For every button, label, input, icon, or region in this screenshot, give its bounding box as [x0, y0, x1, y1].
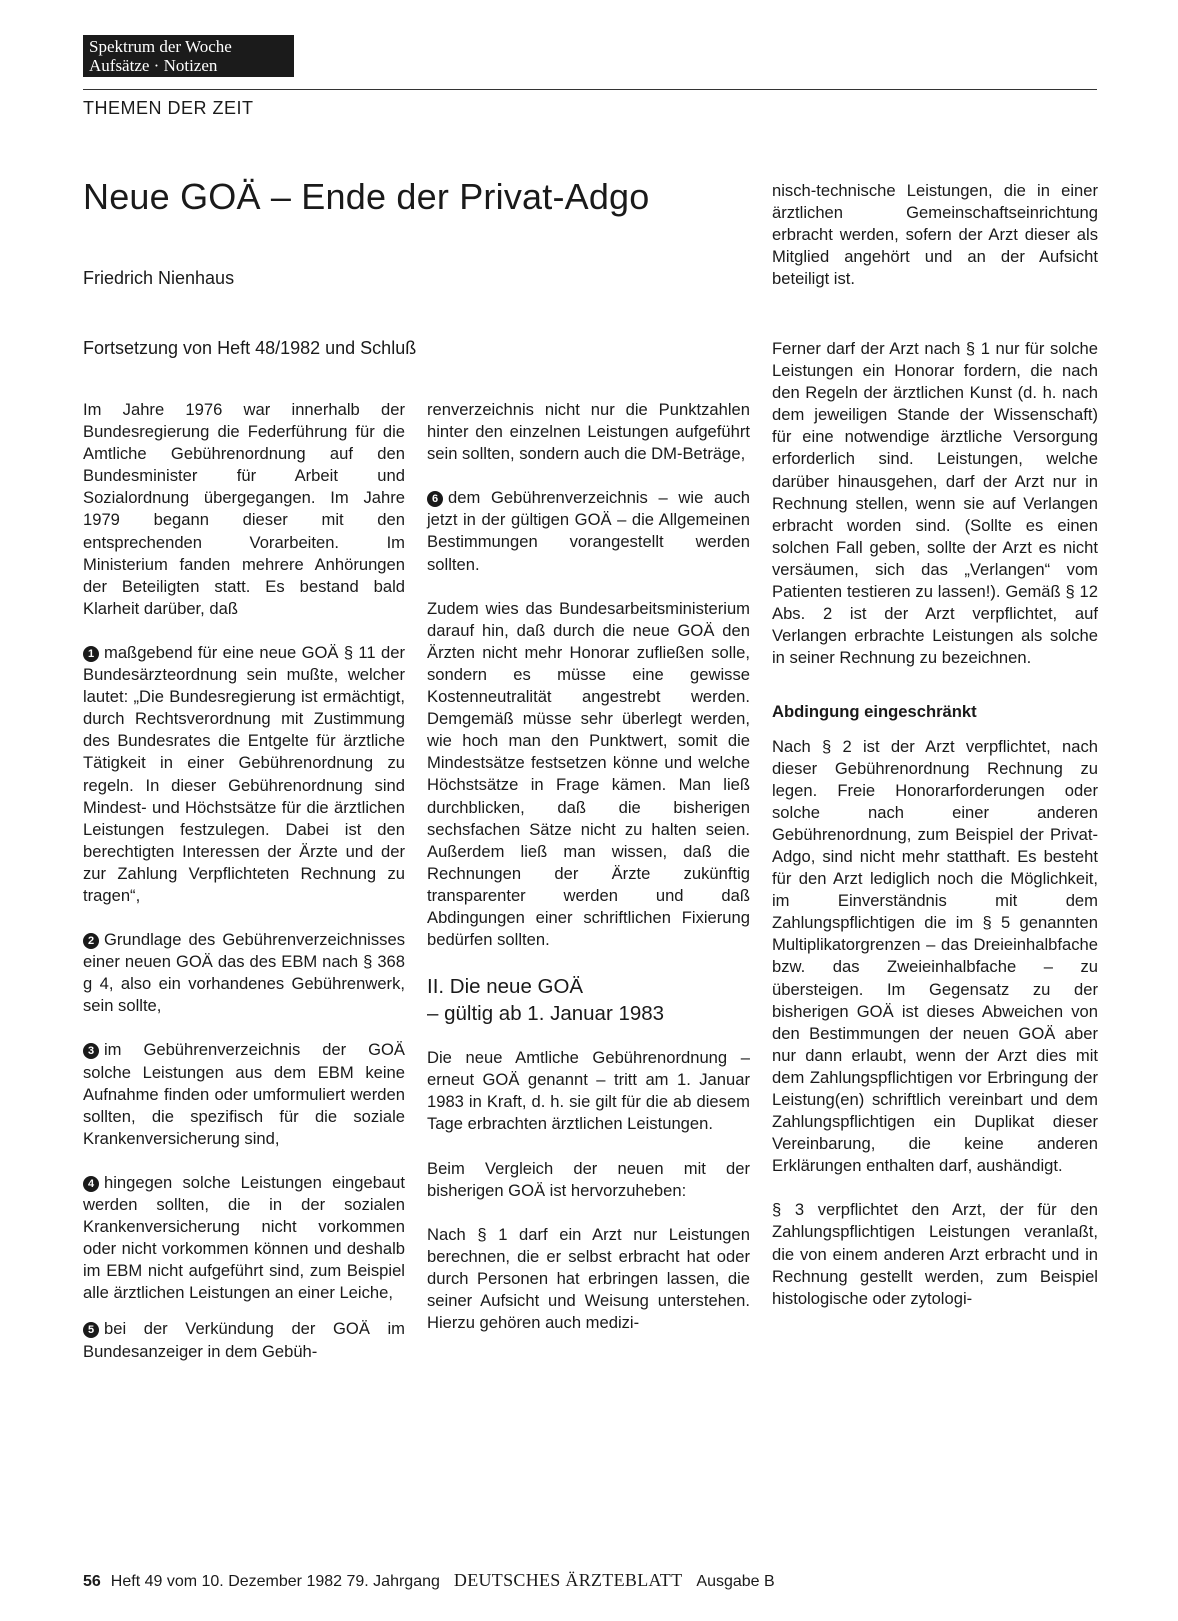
paragraph: Ferner darf der Arzt nach § 1 nur für solche Leistungen ein Honorar fordern, die nach den Regeln der ärztlichen Kunst (d. h. nach dem jeweiligen Stande der Wissenschaft) für eine notwendige ärztliche Versorgung erforderlich sind. Leistungen, welche darüber hinausgehen, darf der Arzt nur in Rechnung stellen, wenn sie auf Verlangen erbracht worden sind. (Sollte es einen solchen Fall geben, sollte der Arzt es nicht versäumen, sich das „Verlangen“ vom Patienten testieren zu lassen!). Gemäß § 12 Abs. 2 ist der Arzt verpflichtet, auf Verlangen erbrachte Leistungen als solche in seiner Rechnung zu bezeichnen.	[772, 339, 1098, 668]
header-rule	[83, 89, 1097, 90]
continuation-note: Fortsetzung von Heft 48/1982 und Schluß	[83, 338, 417, 358]
number-badge-icon: 1	[83, 646, 99, 662]
paragraph: renverzeichnis nicht nur die Punktzahlen hinter den einzelnen Leistungen aufgeführt sein sollten, sondern auch die DM-Beträge,	[427, 400, 750, 464]
article-title: Neue GOÄ – Ende der Privat-Adgo	[83, 176, 650, 217]
list-item	[83, 1318, 405, 1362]
column-2	[427, 399, 750, 1334]
column-3	[772, 338, 1098, 1310]
subheading-line2: – gültig ab 1. Januar 1983	[427, 1002, 665, 1026]
subheading: Abdingung eingeschränkt	[772, 702, 977, 722]
list-item-text: hingegen solche Leistungen eingebaut werden sollten, die in der sozialen Krankenversicherung nicht vorkommen oder nicht vorkommen können und deshalb im EBM nicht aufgeführt sind, zum Beispiel alle ärztlichen Leistungen an einer Leiche,	[83, 1172, 405, 1303]
number-badge-icon: 3	[83, 1043, 99, 1059]
list-item	[83, 1172, 405, 1305]
number-badge-icon: 5	[83, 1322, 99, 1338]
edition-label: Ausgabe B	[696, 1573, 775, 1590]
list-item	[83, 642, 405, 907]
paragraph: Nach § 1 darf ein Arzt nur Leistungen berechnen, die er selbst erbracht hat oder durch Personen hat erbringen lassen, die seiner Aufsicht und Weisung unterstehen. Hierzu gehören auch medizi-	[427, 1224, 750, 1333]
section-tag	[83, 35, 294, 77]
subheading	[427, 973, 750, 1027]
paragraph: Beim Vergleich der neuen mit der bisherigen GOÄ ist hervorzuheben:	[427, 1158, 750, 1200]
section-tag-line2: Aufsätze · Notizen	[89, 56, 218, 75]
list-item-text: dem Gebührenverzeichnis – wie auch jetzt in der gültigen GOÄ – die Allgemeinen Bestimmungen vorangestellt werden sollten.	[427, 488, 750, 574]
list-item-text: maßgebend für eine neue GOÄ § 11 der Bundesärzteordnung sein mußte, welcher lautet: „Die Bundesregierung ist ermächtigt, durch Rechtsverordnung mit Zustimmung des Bundesrates die Entgelte für ärztliche Tätigkeit in einer Gebührenordnung zu regeln. In dieser Gebührenordnung sind Mindest- und Höchstsätze für die ärztlichen Leistungen festzulegen. Dabei ist den berechtigten Interessen der Ärzte und der zur Zahlung Verpflichteten Rechnung zu tragen“,	[83, 642, 405, 905]
list-item-text: Grundlage des Gebührenverzeichnisses einer neuen GOÄ das des EBM nach § 368 g 4, also ein vorhandenes Gebührenwerk, sein sollte,	[83, 930, 405, 1016]
magazine-name: DEUTSCHES ÄRZTEBLATT	[453, 1570, 683, 1590]
list-item-text: bei der Verkündung der GOÄ im Bundesanzeiger in dem Gebüh-	[83, 1319, 405, 1361]
column-3-top	[772, 180, 1098, 290]
paragraph: Nach § 2 ist der Arzt verpflichtet, nach dieser Gebührenordnung Rechnung zu legen. Freie Honorarforderungen oder solche nach einer anderen Gebührenordnung, zum Beispiel der Privat-Adgo, sind nicht mehr statthaft. Es besteht für den Arzt lediglich noch die Möglichkeit, im Einverständnis mit dem Zahlungspflichtigen die im § 5 genannten Multiplikatorgrenzen – das Dreieinhalbfache bzw. das Zweieinhalbfache – zu übersteigen. Im Gegensatz zu der bisherigen GOÄ ist dieses Abweichen von den Bestimmungen der neuen GOÄ aber nur dann erlaubt, wenn der Arzt dies mit dem Zahlungspflichtigen vor Erbringung der Leistung(en) schriftlich vereinbart und dem Zahlungspflichtigen ein Duplikat dieser Vereinbarung, die keine anderen Erklärungen enthalten darf, aushändigt.	[772, 736, 1098, 1176]
issue-info: Heft 49 vom 10. Dezember 1982 79. Jahrgang	[110, 1573, 440, 1590]
list-item	[83, 929, 405, 1017]
article-author: Friedrich Nienhaus	[83, 268, 235, 288]
number-badge-icon: 6	[427, 491, 443, 507]
paragraph: § 3 verpflichtet den Arzt, der für den Zahlungspflichtigen Leistungen veranlaßt, die von einem anderen Arzt erbracht und in Rechnung gestellt werden, zum Beispiel histologische oder zytologi-	[772, 1200, 1098, 1308]
number-badge-icon: 2	[83, 933, 99, 949]
list-item	[427, 487, 750, 575]
paragraph: Die neue Amtliche Gebührenordnung – erneut GOÄ genannt – tritt am 1. Januar 1983 in Kraft, d. h. sie gilt für die ab diesem Tage erbrachten ärztlichen Leistungen.	[427, 1048, 750, 1134]
paragraph: nisch-technische Leistungen, die in einer ärztlichen Gemeinschaftseinrichtung erbracht werden, sofern der Arzt dieser als Mitglied angehört und an der Aufsicht beteiligt ist.	[772, 181, 1098, 289]
page-number: 56	[83, 1573, 101, 1590]
paragraph: Zudem wies das Bundesarbeitsministerium darauf hin, daß durch die neue GOÄ den Ärzten nicht mehr Honorar zufließen solle, sondern es müsse eine gewisse Kostenneutralität angestrebt werden. Demgemäß müsse sehr überlegt werden, wie hoch man den Punktwert, somit die Mindestsätze festsetzen könne und welche Höchstsätze in Frage kämen. Man ließ durchblicken, daß die bisherigen sechsfachen Sätze nicht zu halten seien. Außerdem ließ man wissen, daß die Rechnungen der Ärzte zukünftig transparenter werden und daß Abdingungen einer schriftlichen Fixierung bedürfen sollten.	[427, 598, 750, 950]
number-badge-icon: 4	[83, 1176, 99, 1192]
paragraph: Im Jahre 1976 war innerhalb der Bundesregierung die Federführung für die Amtliche Gebührenordnung auf den Bundesminister für Arbeit und Sozialordnung übergegangen. Im Jahre 1979 begann dieser mit den entsprechenden Vorarbeiten. Im Ministerium fanden mehrere Anhörungen der Beteiligten statt. Es bestand bald Klarheit darüber, daß	[83, 400, 405, 618]
section-tag-line1: Spektrum der Woche	[89, 37, 232, 56]
page-footer	[83, 1570, 775, 1591]
subheading-line1: II. Die neue GOÄ	[427, 975, 584, 999]
list-item	[83, 1039, 405, 1149]
column-1	[83, 399, 405, 1363]
list-item-text: im Gebührenverzeichnis der GOÄ solche Leistungen aus dem EBM keine Aufnahme finden oder umformuliert werden sollten, die spezifisch für die soziale Krankenversicherung sind,	[83, 1040, 405, 1148]
section-heading: THEMEN DER ZEIT	[83, 98, 254, 118]
